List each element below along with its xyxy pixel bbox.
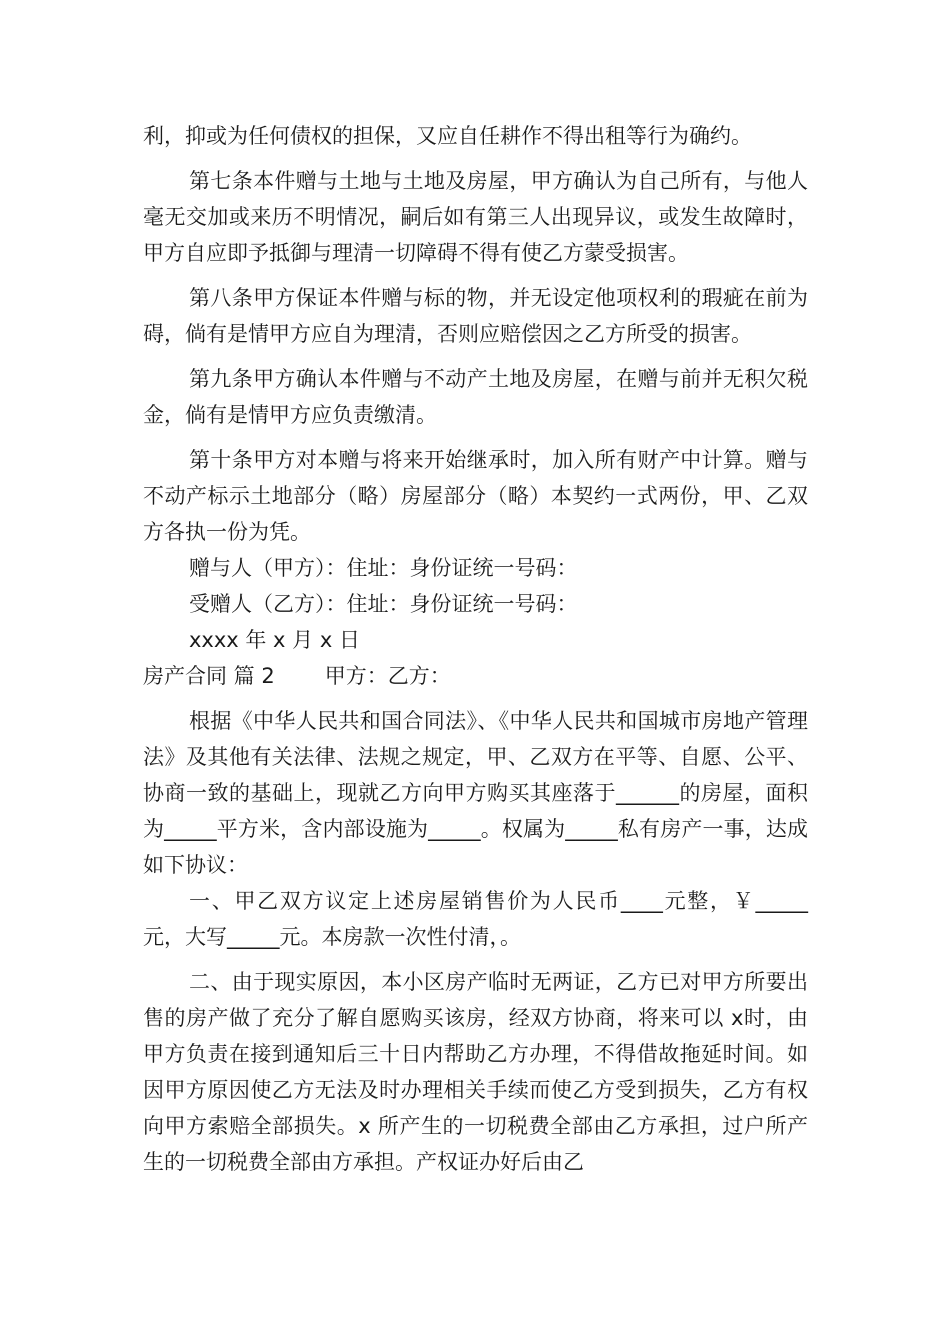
date-line: xxxx 年 x 月 x 日: [189, 628, 360, 652]
donee-signature-line: 受赠人（乙方）：住址：身份证统一号码：: [189, 592, 578, 616]
paragraph-continuation: 利，抑或为任何债权的担保，又应自任耕作不得出租等行为确约。: [143, 124, 752, 148]
document-body: [143, 118, 808, 1180]
section-heading: [143, 658, 808, 694]
paragraph-article-7: 第七条本件赠与土地与土地及房屋，甲方确认为自己所有，与他人毫无交加或来历不明情况，嗣后如有第三人出现异议，或发生故障时，甲方自应即予抵御与理清一切障碍不得有使乙方蒙受损害。: [143, 169, 808, 265]
section-title: 房产合同 篇 2: [143, 664, 275, 688]
paragraph-clause-1: 一、甲乙双方议定上述房屋销售价为人民币____元整，￥_____元，大写_____元。本房款一次性付清，。: [143, 889, 808, 949]
paragraph-article-10: 第十条甲方对本赠与将来开始继承时，加入所有财产中计算。赠与不动产标示土地部分（略）房屋部分（略）本契约一式两份，甲、乙双方各执一份为凭。: [143, 448, 808, 544]
donor-signature-line: 赠与人（甲方）：住址：身份证统一号码：: [189, 556, 578, 580]
parties-label: 甲方：乙方：: [324, 664, 451, 688]
paragraph-article-9: 第九条甲方确认本件赠与不动产土地及房屋，在赠与前并无积欠税金，倘有是情甲方应负责缴清。: [143, 367, 808, 427]
paragraph-article-8: 第八条甲方保证本件赠与标的物，并无设定他项权利的瑕疵在前为碍，倘有是情甲方应自为理清，否则应赔偿因之乙方所受的损害。: [143, 286, 808, 346]
paragraph-preamble: 根据《中华人民共和国合同法》、《中华人民共和国城市房地产管理法》及其他有关法律、法规之规定，甲、乙双方在平等、自愿、公平、协商一致的基础上，现就乙方向甲方购买其座落于______的房屋，面积为_____平方米，含内部设施为_____。权属为_____私有房产一事，达成如下协议：: [143, 709, 808, 877]
paragraph-clause-2: 二、由于现实原因，本小区房产临时无两证，乙方已对甲方所要出售的房产做了充分了解自愿购买该房，经双方协商，将来可以 x时，由甲方负责在接到通知后三十日内帮助乙方办理，不得借故拖延时间。如因甲方原因使乙方无法及时办理相关手续而使乙方受到损失，乙方有权向甲方索赔全部损失。x 所产生的一切税费全部由乙方承担，过户所产生的一切税费全部由方承担。产权证办好后由乙: [143, 970, 808, 1174]
